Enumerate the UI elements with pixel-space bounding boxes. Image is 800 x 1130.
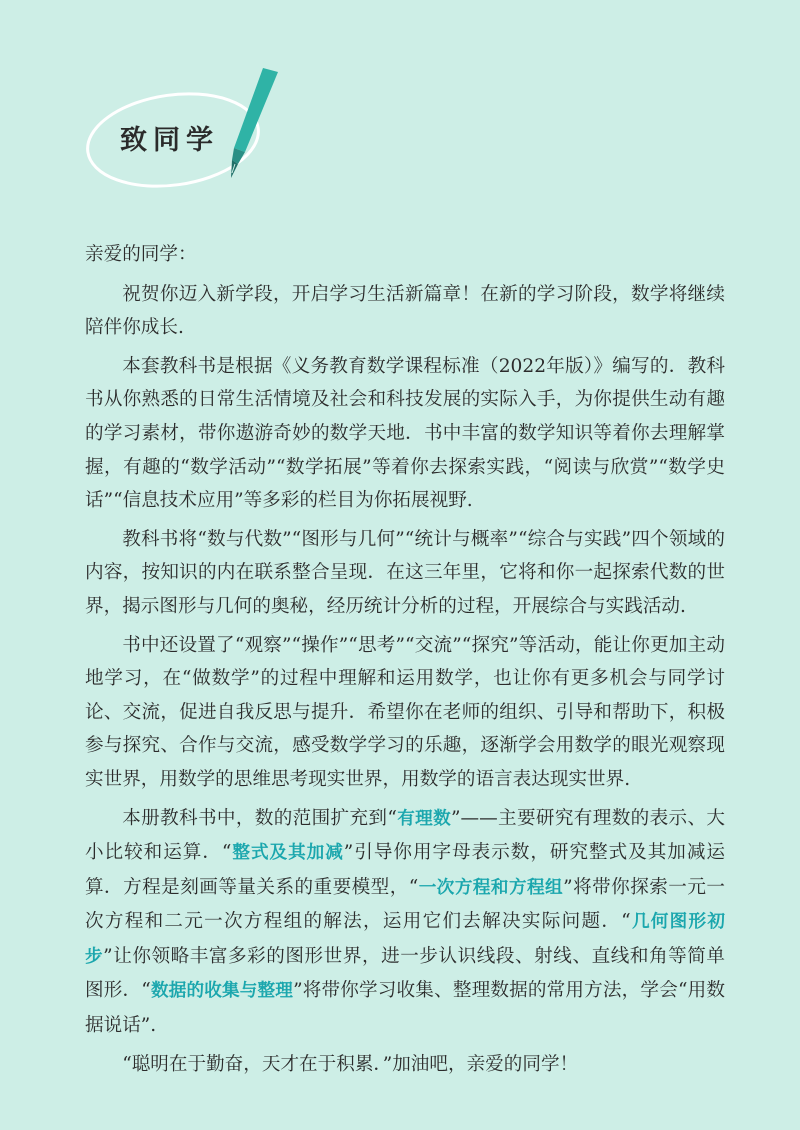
paragraph-5-text: ”——主要研究有理数的表示、大小比较和运算．“ xyxy=(85,807,725,864)
paragraph-5-text: ”将带你学习收集、整理数据的常用方法，学会“用数据说话”. xyxy=(85,980,725,1037)
paragraph-3: 教科书将“数与代数”“图形与几何”“统计与概率”“综合与实践”四个领域的内容，按知识的内在联系整合呈现．在这三年里，它将和你一起探索代数的世界，揭示图形与几何的奥秘，经历统计分析的过程，开展综合与实践活动. xyxy=(85,528,725,617)
paragraph-5-text: ”引导你用字母表示数，研究整式及其加减运算．方程是刻画等量关系的重要模型，“ xyxy=(85,842,725,898)
highlight-rational-numbers: 有理数 xyxy=(396,808,452,829)
paragraph-5-text: ”将带你探索一元一次方程和二元一次方程组的解法，运用它们去解决实际问题．“ xyxy=(85,876,725,933)
greeting: 亲爱的同学： xyxy=(85,244,197,265)
paragraph-2: 本套教科书是根据《义务教育数学课程标准（2022年版）》编写的．教科书从你熟悉的日常生活情境及社会和科技发展的实际入手，为你提供生动有趣的学习素材，带你遨游奇妙的数学天地．书中丰富的数学知识等着你去理解掌握，有趣的“数学活动”“数学拓展”等着你去探索实践，“阅读与欣赏”“数学史话”“信息技术应用”等多彩的栏目为你拓展视野. xyxy=(85,355,725,512)
closing-quote: “聪明在于勤奋，天才在于积累．”加油吧，亲爱的同学！ xyxy=(122,1053,579,1075)
letter-body xyxy=(85,238,725,1086)
paragraph-4: 书中还设置了“观察”“操作”“思考”“交流”“探究”等活动，能让你更加主动地学习，在“做数学”的过程中理解和运用数学，也让你有更多机会与同学讨论、交流，促进自我反思与提升．希望你在老师的组织、引导和帮助下，积极参与探究、合作与交流，感受数学学习的乐趣，逐渐学会用数学的眼光观察现实世界，用数学的思维思考现实世界，用数学的语言表达现实世界. xyxy=(85,634,725,790)
header-emblem xyxy=(85,60,305,200)
paragraph-5-text: ”让你领略丰富多彩的图形世界，进一步认识线段、射线、直线和角等简单图形．“ xyxy=(85,945,725,1002)
highlight-data-collection: 数据的收集与整理 xyxy=(150,981,294,1002)
paragraph-1: 祝贺你迈入新学段，开启学习生活新篇章！在新的学习阶段，数学将继续陪伴你成长. xyxy=(85,283,725,339)
highlight-geometry: 几何图形初步 xyxy=(85,912,725,967)
paragraph-5 xyxy=(85,802,725,1043)
paragraph-5-text: 本册教科书中，数的范围扩充到“ xyxy=(122,807,397,829)
highlight-linear-equations: 一次方程和方程组 xyxy=(418,877,564,898)
highlight-polynomials: 整式及其加减 xyxy=(231,843,344,864)
page-title: 致同学 xyxy=(120,125,219,156)
